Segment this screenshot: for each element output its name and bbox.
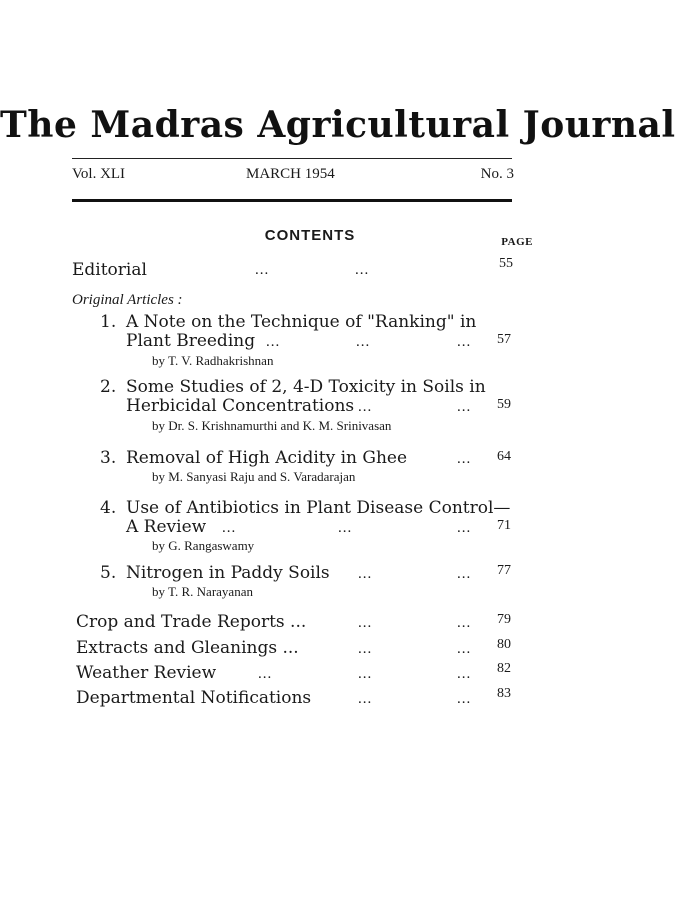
article-number: 4. <box>100 498 117 518</box>
article-author: by Dr. S. Krishnamurthi and K. M. Srinivasan <box>152 418 392 433</box>
article-title-line2: A Review <box>126 517 207 537</box>
toc-entry-weather: Weather Review <box>76 663 217 683</box>
leader-dots: ... <box>222 520 237 536</box>
leader-dots: ... <box>338 520 353 536</box>
page-number: 64 <box>497 449 511 464</box>
leader-dots: ... <box>358 666 373 682</box>
leader-dots: ... <box>457 641 472 657</box>
leader-dots: ... <box>255 262 270 278</box>
article-author: by T. V. Radhakrishnan <box>152 353 274 368</box>
page-number: 57 <box>497 332 511 347</box>
toc-entry-crop-trade: Crop and Trade Reports ... <box>76 612 307 632</box>
page-number: 71 <box>497 518 511 533</box>
page-column-header: PAGE <box>501 236 533 248</box>
leader-dots: ... <box>356 334 371 350</box>
article-title-line1: Removal of High Acidity in Ghee <box>126 448 408 468</box>
volume-label: Vol. XLI <box>72 166 126 182</box>
article-author: by M. Sanyasi Raju and S. Varadarajan <box>152 469 356 484</box>
article-title-line1: Use of Antibiotics in Plant Disease Control— <box>126 498 511 518</box>
leader-dots: ... <box>457 399 472 415</box>
journal-masthead: The Madras Agricultural Journal <box>0 104 676 146</box>
leader-dots: ... <box>358 399 373 415</box>
page-number: 77 <box>497 563 511 578</box>
page-number: 80 <box>497 637 511 652</box>
leader-dots: ... <box>457 566 472 582</box>
original-articles-label: Original Articles : <box>72 292 183 308</box>
article-title-line1: Nitrogen in Paddy Soils <box>126 563 330 583</box>
leader-dots: ... <box>358 615 373 631</box>
leader-dots: ... <box>358 641 373 657</box>
page-number: 55 <box>499 256 513 271</box>
toc-entry-editorial: Editorial <box>72 260 147 280</box>
issue-date: MARCH 1954 <box>246 166 335 182</box>
article-author: by G. Rangaswamy <box>152 538 255 553</box>
toc-entry-extracts: Extracts and Gleanings ... <box>76 638 299 658</box>
leader-dots: ... <box>457 520 472 536</box>
leader-dots: ... <box>457 666 472 682</box>
contents-heading: CONTENTS <box>264 227 356 244</box>
issue-rule <box>72 199 512 202</box>
article-title-line1: A Note on the Technique of "Ranking" in <box>126 312 477 332</box>
page-number: 82 <box>497 661 511 676</box>
article-number: 5. <box>100 563 117 583</box>
leader-dots: ... <box>457 451 472 467</box>
leader-dots: ... <box>457 334 472 350</box>
page-number: 59 <box>497 397 511 412</box>
masthead-rule <box>72 158 512 159</box>
toc-entry-notifications: Departmental Notifications <box>76 688 312 708</box>
article-number: 1. <box>100 312 117 332</box>
leader-dots: ... <box>358 566 373 582</box>
article-number: 3. <box>100 448 117 468</box>
page-number: 83 <box>497 686 511 701</box>
leader-dots: ... <box>355 262 370 278</box>
leader-dots: ... <box>258 666 273 682</box>
leader-dots: ... <box>358 691 373 707</box>
page-number: 79 <box>497 612 511 627</box>
article-title-line2: Plant Breeding <box>126 331 256 351</box>
leader-dots: ... <box>266 334 281 350</box>
article-number: 2. <box>100 377 117 397</box>
article-title-line2: Herbicidal Concentrations <box>126 396 355 416</box>
leader-dots: ... <box>457 615 472 631</box>
article-title-line1: Some Studies of 2, 4-D Toxicity in Soils in <box>126 377 486 397</box>
article-author: by T. R. Narayanan <box>152 584 253 599</box>
leader-dots: ... <box>457 691 472 707</box>
issue-number: No. 3 <box>480 166 514 182</box>
